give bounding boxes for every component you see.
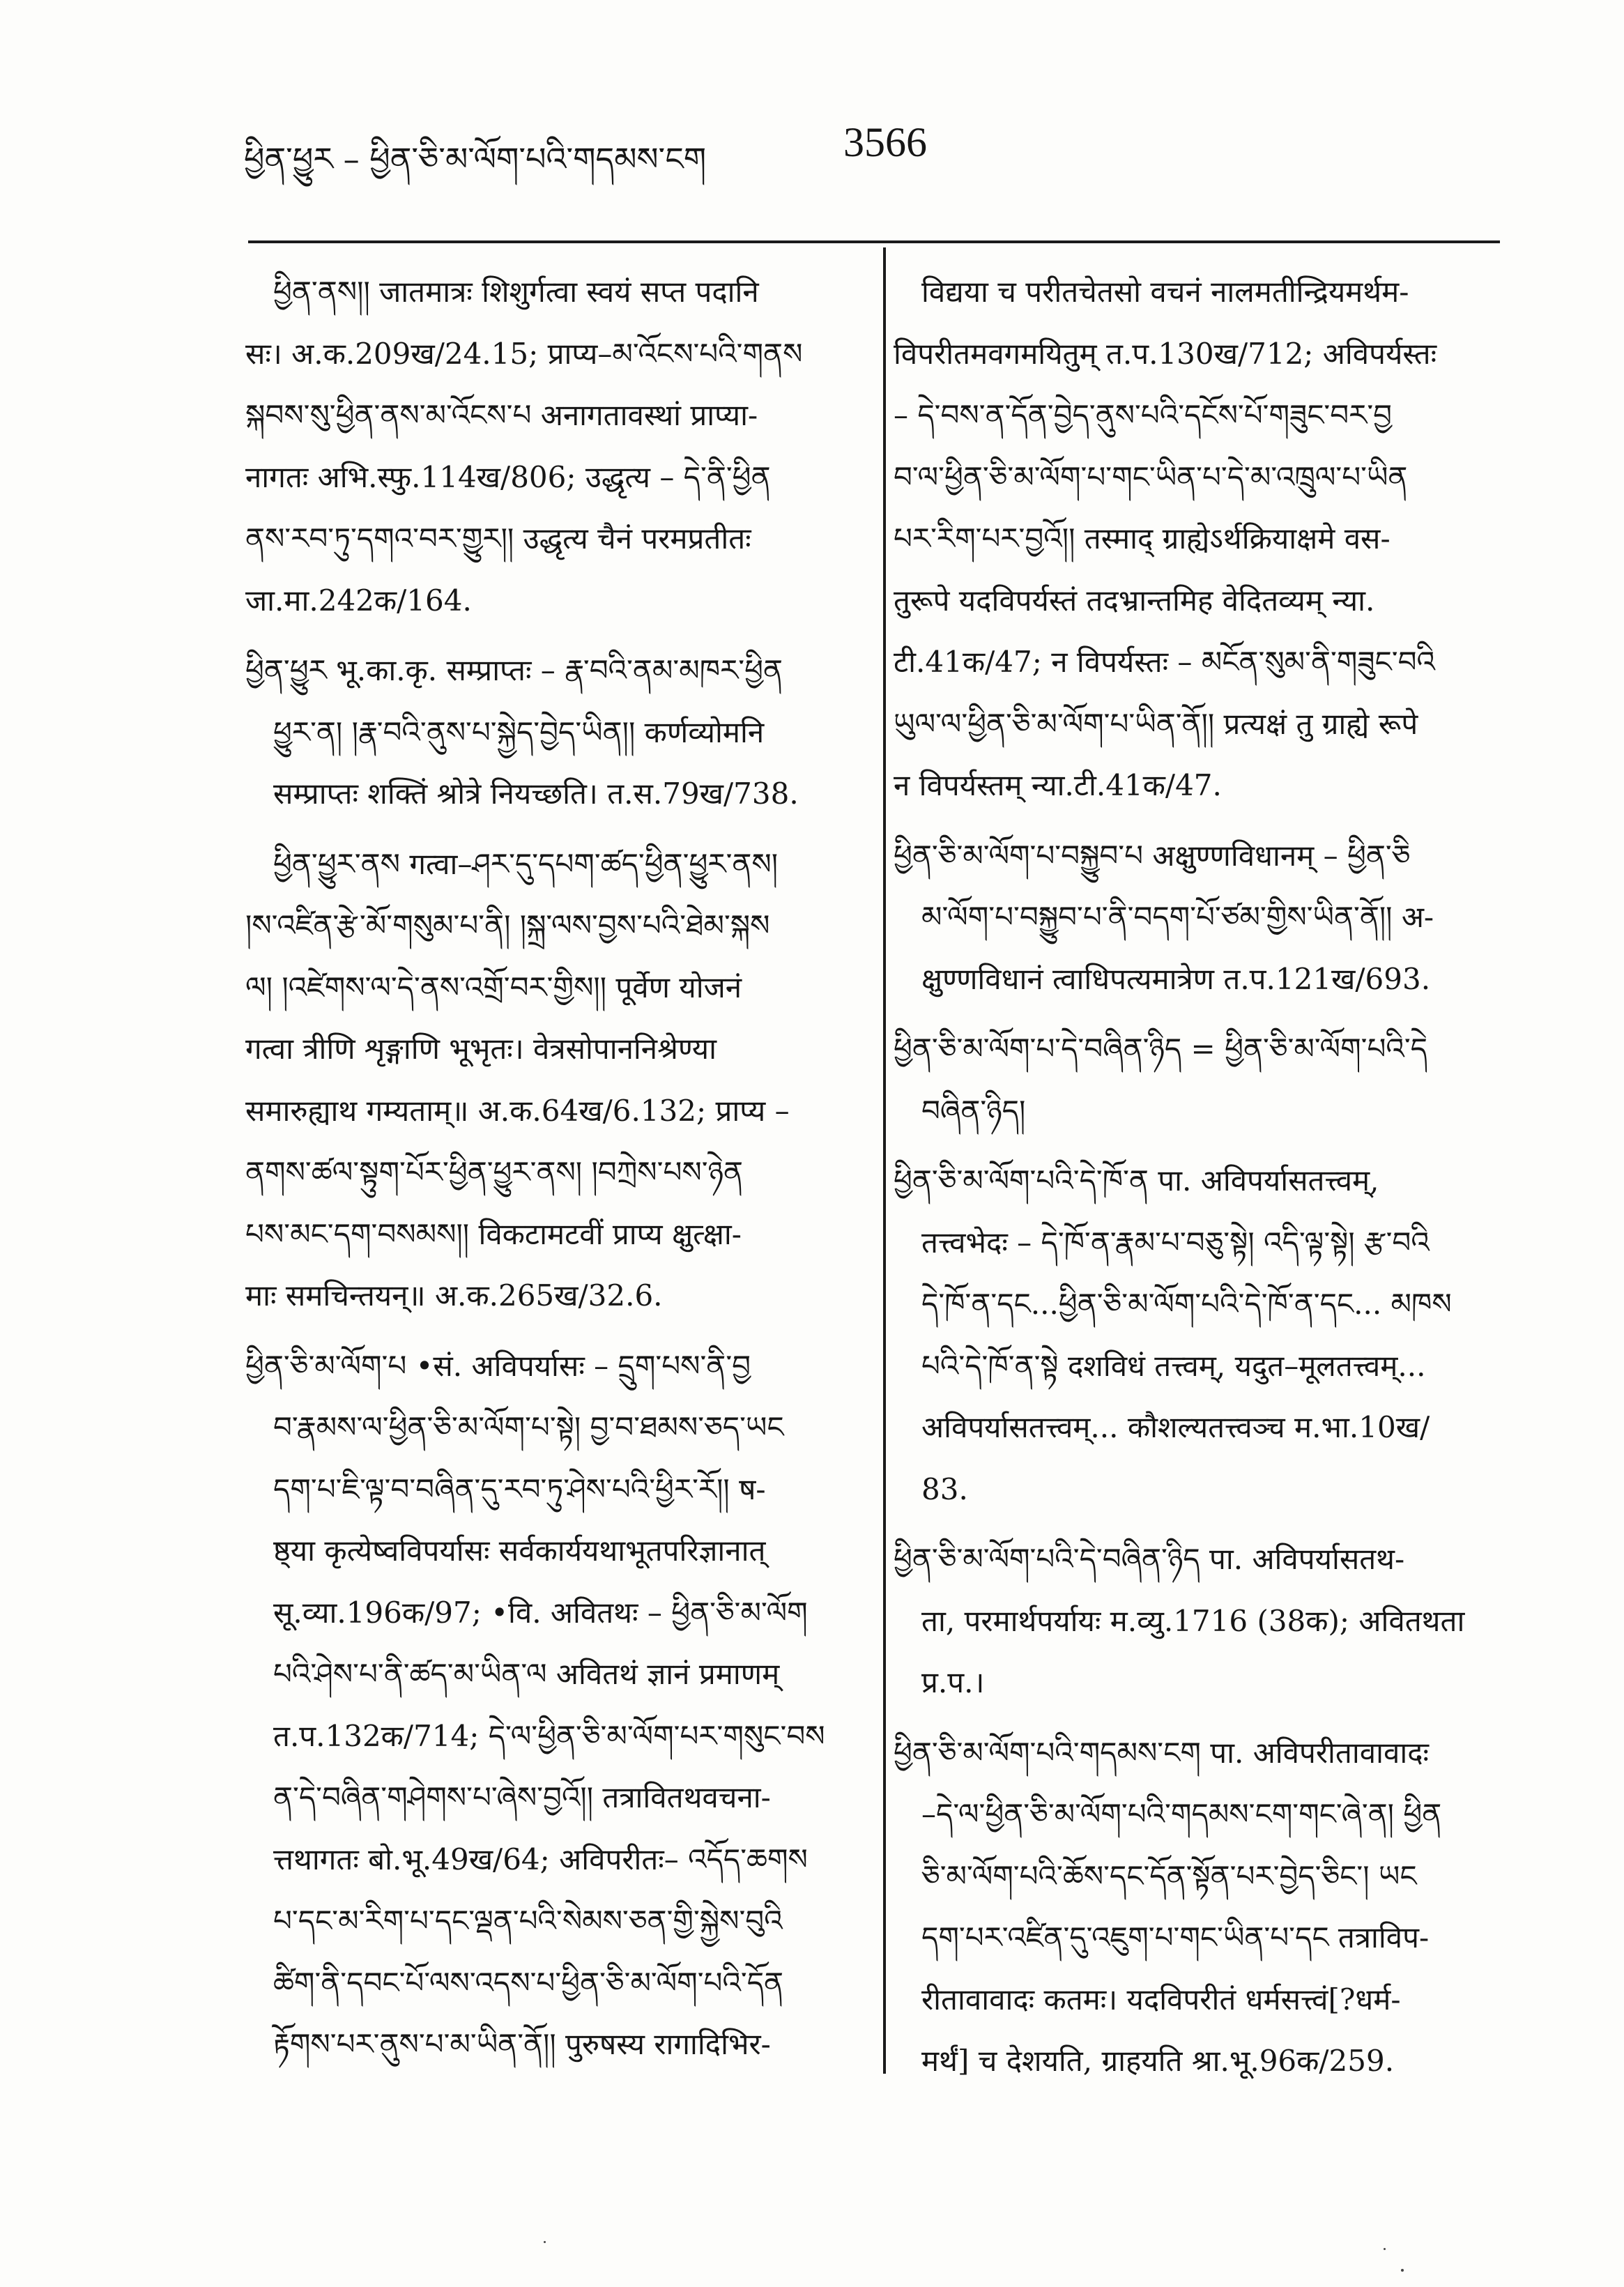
- entry-line: प्र.प.।: [921, 1665, 985, 1699]
- entry-line: – དེ་བས་ན་དོན་བྱེད་ནུས་པའི་དངོས་པོ་གཟུང་བར་བྱ: [894, 398, 1393, 432]
- entry-line: 83.: [921, 1471, 968, 1506]
- entry-line: བཞིན་ཉིད།: [921, 1093, 1026, 1128]
- entry-line: जा.मा.242क/164.: [245, 583, 472, 618]
- dictionary-entry: [894, 825, 1507, 1011]
- entry-line: सू.व्या.196क/97; •वि. अवितथः – ཕྱིན་ཅི་མ་ལོག: [273, 1595, 808, 1630]
- entry-line: ཕྱིན་ཕྱུར भू.का.कृ. सम्प्राप्तः – རྣ་བའི་ནམ་མཁར་ཕྱིན: [245, 653, 783, 687]
- right-column: [894, 261, 1507, 2101]
- entry-line: ཅི་མ་ལོག་པའི་ཆོས་དང་དོན་སྟོན་པར་བྱེད་ཅིང་། ཡང: [921, 1858, 1417, 1893]
- header-entry-range: ཕྱིན་ཕྱུར – ཕྱིན་ཅི་མ་ལོག་པའི་གདམས་ངག: [244, 140, 707, 178]
- entry-line: विद्यया च परीतचेतसो वचनं नालमतीन्द्रियमर्थम-: [921, 275, 1409, 309]
- dictionary-entry: [245, 640, 859, 825]
- entry-line: ཕྱིན་ཕྱུར་ནས गत्वा–ཤར་དུ་དཔག་ཚད་ཕྱིན་ཕྱུར་ནས།: [273, 846, 779, 881]
- dictionary-entry: [894, 1150, 1507, 1520]
- entry-line: རྟོགས་པར་ནུས་པ་མ་ཡིན་ནོ།། पुरुषस्य रागादिभिर-: [273, 2027, 771, 2061]
- entry-line: ཕྱིན་ཅི་མ་ལོག་པ་དེ་བཞིན་ཉིད = ཕྱིན་ཅི་མ་ལོག་པའི་དེ: [894, 1032, 1427, 1066]
- dictionary-entry: [245, 261, 859, 632]
- entry-line: ཚིག་ནི་དབང་པོ་ལས་འདས་པ་ཕྱིན་ཅི་མ་ལོག་པའི་དོན: [273, 1965, 784, 2000]
- entry-line: ན་དེ་བཞིན་གཤེགས་པ་ཞེས་བྱའོ།། तत्रावितथवचना-: [273, 1780, 771, 1814]
- scan-speck: [1401, 2269, 1404, 2272]
- entry-line: माः समचिन्तयन्॥ अ.क.265ख/32.6.: [245, 1278, 663, 1313]
- dictionary-entry: [245, 1336, 859, 2076]
- entry-line: मर्थं] च देशयति, ग्राहयति श्रा.भू.96क/259.: [921, 2044, 1395, 2078]
- entry-line: ཕྱིན་ནས།། जातमात्रः शिशुर्गत्वा स्वयं सप्त पदानि: [273, 275, 759, 309]
- dictionary-entry: [894, 1722, 1507, 2093]
- column-divider: [883, 247, 886, 2074]
- entry-line: ནགས་ཚལ་སྟུག་པོར་ཕྱིན་ཕྱུར་ནས། །བཀྲེས་པས་ཉེན: [245, 1155, 744, 1189]
- entry-line: པའི་ཤེས་པ་ནི་ཚད་མ་ཡིན་ལ अवितथं ज्ञानं प्रमाणम्: [273, 1657, 780, 1691]
- entry-line: टी.41क/47; न विपर्यस्तः – མངོན་སུམ་ནི་གཟུང་བའི: [894, 645, 1435, 679]
- header-rule: [248, 240, 1500, 243]
- entry-line: समारुह्याथ गम्यताम्॥ अ.क.64ख/6.132; प्राप्य –: [245, 1093, 790, 1128]
- entry-line: དག་པ་ཇི་ལྟ་བ་བཞིན་དུ་རབ་ཏུ་ཤེས་པའི་ཕྱིར་རོ།། ष-: [273, 1471, 766, 1506]
- left-column: [245, 261, 859, 2084]
- scan-speck: [544, 2241, 546, 2243]
- entry-line: ཡུལ་ལ་ཕྱིན་ཅི་མ་ལོག་པ་ཡིན་ནོ།། प्रत्यक्षं तु ग्राह्ये रूपे: [894, 706, 1418, 741]
- dictionary-entry: [894, 1018, 1507, 1142]
- entry-line: –དེ་ལ་ཕྱིན་ཅི་མ་ལོག་པའི་གདམས་ངག་གང་ཞེ་ན། ཕྱིན: [921, 1797, 1442, 1831]
- entry-line: विपरीतमवगमयितुम् त.प.130ख/712; अविपर्यस्तः: [894, 336, 1437, 371]
- entry-line: །ས་འཛིན་རྩེ་མོ་གསུམ་པ་ནི། །སྐྲ་ལས་བྱས་པའི་ཐེམ་སྐས: [245, 908, 770, 942]
- page-header: [244, 118, 1499, 181]
- entry-line: सम्प्राप्तः शक्तिं श्रोत्रे नियच्छति। त.स.79ख/738.: [273, 777, 799, 811]
- entry-line: ष्ठ्या कृत्येष्वविपर्यासः सर्वकार्ययथाभूतपरिज्ञानात्: [273, 1533, 766, 1568]
- entry-line: क्षुण्णविधानं त्वाधिपत्यमात्रेण त.प.121ख/693.: [921, 961, 1431, 996]
- dictionary-entry: [245, 834, 859, 1327]
- entry-line: गत्वा त्रीणि शृङ्गाणि भूभृतः। वेत्रसोपाननिश्रेण्या: [245, 1032, 717, 1066]
- entry-line: དེ་ཁོ་ན་དང...ཕྱིན་ཅི་མ་ལོག་པའི་དེ་ཁོ་ན་དང... མཁས: [921, 1287, 1452, 1321]
- entry-line: ཕྱིན་ཅི་མ་ལོག་པ་བསྐྱུབ་པ अक्षुण्णविधानम् – ཕྱིན་ཅི: [894, 838, 1411, 873]
- entry-line: ཕྱིན་ཅི་མ་ལོག་པའི་དེ་ཁོ་ན पा. अविपर्यासतत्त्वम्,: [894, 1163, 1379, 1198]
- entry-line: བ་ལ་ཕྱིན་ཅི་མ་ལོག་པ་གང་ཡིན་པ་དེ་མ་འཁྲུལ་པ་ཡིན: [894, 459, 1408, 494]
- scan-speck: [1384, 2248, 1386, 2250]
- entry-line: སྐབས་སུ་ཕྱིན་ནས་མ་འོངས་པ अनागतावस्थां प्राप्या-: [245, 398, 758, 432]
- entry-line: ཕྱུར་ན། །རྣ་བའི་ནུས་པ་སྐྱེད་བྱེད་ཡིན།། कर्णव्योमनि: [273, 714, 765, 749]
- entry-line: མ་ལོག་པ་བསྐྱུབ་པ་ནི་བདག་པོ་ཙམ་གྱིས་ཡིན་ནོ།། अ-: [921, 900, 1434, 934]
- dictionary-entry: [894, 1529, 1507, 1714]
- dictionary-entry: [894, 261, 1507, 817]
- entry-line: तत्त्वभेदः – དེ་ཁོ་ན་རྣམ་པ་བཅུ་སྟེ། འདི་ལྟ་སྟེ། རྩ་བའི: [921, 1225, 1430, 1260]
- entry-line: པ་དང་མ་རིག་པ་དང་ལྡན་པའི་སེམས་ཅན་གྱི་སྐྱེས་བུའི: [273, 1904, 783, 1938]
- entry-line: པར་རིག་པར་བྱའོ།། तस्माद् ग्राह्येऽर्थक्रियाक्षमे वस-: [894, 521, 1391, 556]
- entry-line: ནས་རབ་ཏུ་དགའ་བར་གྱུར།། उद्धृत्य चैनं परमप्रतीतः: [245, 521, 751, 556]
- entry-line: ता, परमार्थपर्यायः म.व्यु.1716 (38क); अवितथता: [921, 1603, 1465, 1638]
- entry-line: བ་རྣམས་ལ་ཕྱིན་ཅི་མ་ལོག་པ་སྟེ། བྱ་བ་ཐམས་ཅད་ཡང: [273, 1410, 784, 1444]
- entry-line: ཕྱིན་ཅི་མ་ལོག་པ •सं. अविपर्यासः – དྲུག་པས་ནི་བྱ: [245, 1348, 751, 1383]
- entry-line: त्तथागतः बो.भू.49ख/64; अविपरीतः– འདོད་ཆགས: [273, 1842, 808, 1876]
- entry-line: त.प.132क/714; དེ་ལ་ཕྱིན་ཅི་མ་ལོག་པར་གསུང་བས: [273, 1718, 825, 1753]
- entry-line: सः। अ.क.209ख/24.15; प्राप्य–མ་འོངས་པའི་གནས: [245, 336, 803, 371]
- entry-line: དག་པར་འཛིན་དུ་འཇུག་པ་གང་ཡིན་པ་དང तत्राविप-: [921, 1920, 1430, 1955]
- entry-line: པས་མང་དག་བསམས།། विकटामटवीं प्राप्य क्षुत्क्षा-: [245, 1216, 742, 1251]
- entry-line: तुरूपे यदविपर्यस्तं तदभ्रान्तमिह वेदितव्यम् न्या.: [894, 583, 1375, 618]
- entry-line: ཕྱིན་ཅི་མ་ལོག་པའི་དེ་བཞིན་ཉིད पा. अविपर्यासतथ-: [894, 1542, 1405, 1576]
- entry-line: ཕྱིན་ཅི་མ་ལོག་པའི་གདམས་ངག पा. अविपरीतावावादः: [894, 1735, 1429, 1770]
- entry-line: रीतावावादः कतमः। यदविपरीतं धर्मसत्त्वं[?धर्म-: [921, 1982, 1401, 2017]
- entry-line: अविपर्यासतत्त्वम्... कौशल्यतत्त्वञ्च म.भा.10ख/: [921, 1410, 1430, 1444]
- page-number: 3566: [843, 119, 927, 165]
- entry-line: ལ། །འཛེགས་ལ་དེ་ནས་འགྲོ་བར་གྱིས།། पूर्वेण योजनं: [245, 970, 742, 1004]
- entry-line: नागतः अभि.स्फु.114ख/806; उद्धृत्य – དེ་ནི་ཕྱིན: [245, 459, 771, 494]
- entry-line: न विपर्यस्तम् न्या.टी.41क/47.: [894, 768, 1222, 802]
- entry-line: པའི་དེ་ཁོ་ན་སྟེ दशविधं तत्त्वम्, यदुत–मूलतत्त्वम्...: [921, 1348, 1426, 1383]
